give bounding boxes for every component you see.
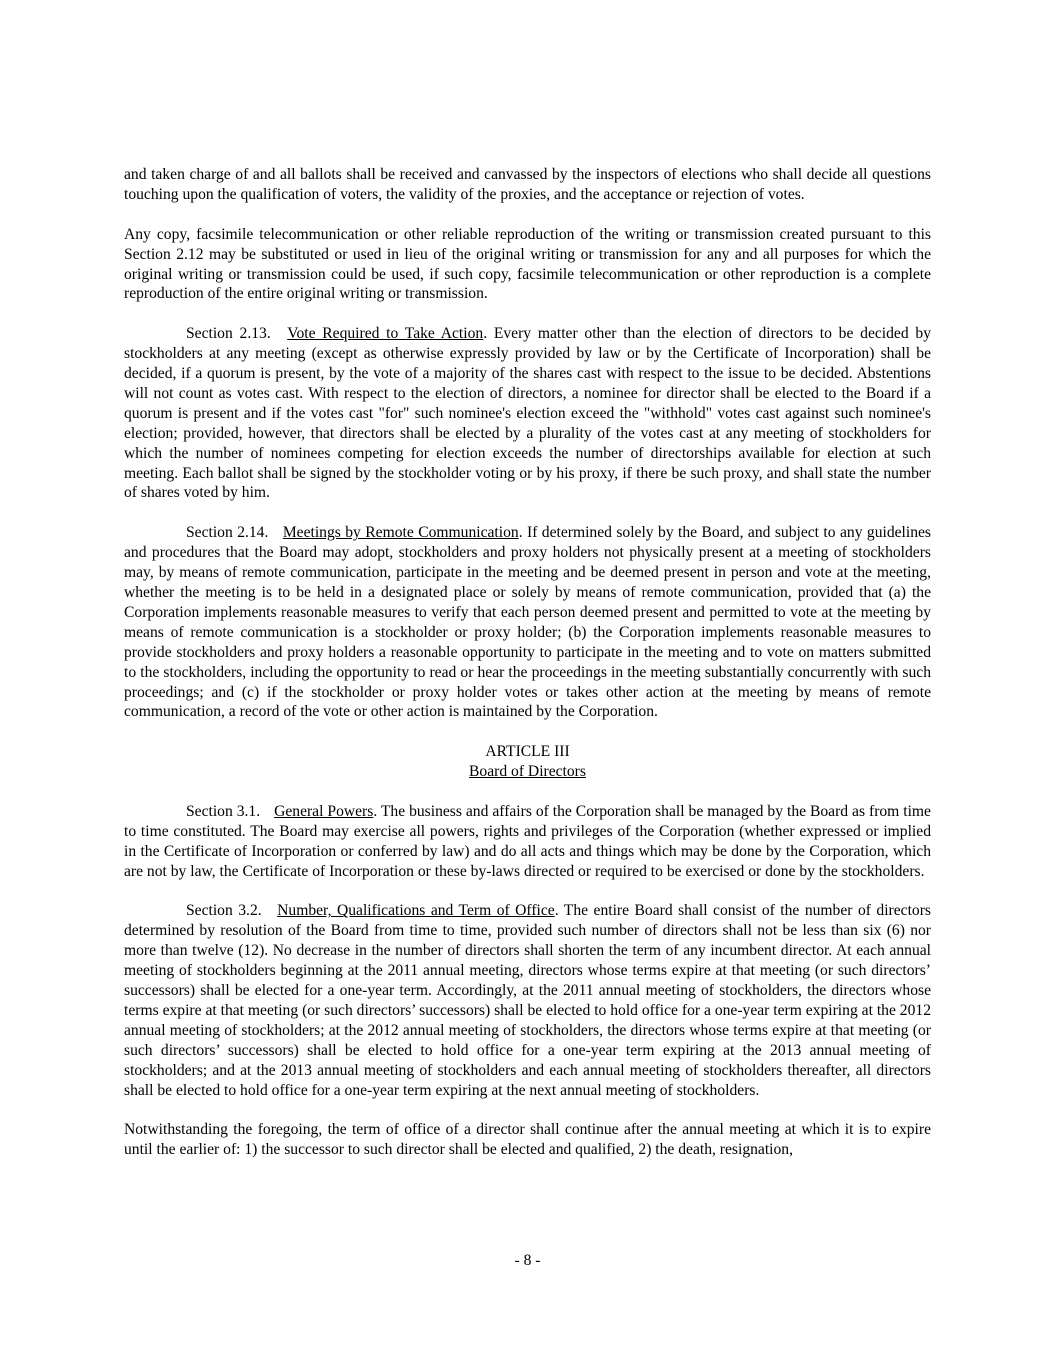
paragraph-notwithstanding: Notwithstanding the foregoing, the term of office of a director shall continue after the annual meeting at which it is to expire until the earlier of: 1) the successor to such director shall be elected and qualified, 2) the death, resignation, <box>124 1121 931 1159</box>
article-number: ARTICLE III <box>485 743 570 761</box>
section-2-13-heading: Vote Required to Take Action <box>287 325 484 343</box>
section-3-2-text: . The entire Board shall consist of the number of directors determined by resolution of the Board from time to time, provided such number of directors shall not be less than six (6) nor more than twelve (12). No decrease in the number of directors shall shorten the term of any incumbent director. At each annual meeting of stockholders beginning at the 2011 annual meeting, directors whose terms expire at that meeting (or such directors’ successors) shall be elected for a one-year term. Accordingly, at the 2011 annual meeting of stockholders, the directors whose terms expire at that meeting (or such directors’ successors) shall be elected to hold office for a one-year term expiring at the 2012 annual meeting of stockholders; at the 2012 annual meeting of stockholders, the directors whose terms expire at that meeting (or such directors’ successors) shall be elected to hold office for a one-year term expiring at the 2013 annual meeting of stockholders; and at the 2013 annual meeting of stockholders and each annual meeting of stockholders thereafter, all directors shall be elected to hold office for a one-year term expiring at the next annual meeting of stockholders. <box>124 902 931 1099</box>
section-2-14-heading: Meetings by Remote Communication <box>282 524 519 542</box>
section-3-1-text: . The business and affairs of the Corporation shall be managed by the Board as from time to time constituted. The Board may exercise all powers, rights and privileges of the Corporation (whether expressed or implied in the Certificate of Incorporation or conferred by law) and do all acts and things which may be done by the Corporation, which are not by law, the Certificate of Incorporation or these by-laws directed or required to be exercised or done by the stockholders. <box>124 802 931 880</box>
article-heading <box>124 742 931 782</box>
section-2-13 <box>124 324 931 503</box>
paragraph-ballots: and taken charge of and all ballots shall be received and canvassed by the inspectors of elections who shall decide all questions touching upon the qualification of voters, the validity of the proxies, and the acceptance or rejection of votes. <box>124 166 931 203</box>
page-number: - 8 - <box>514 1252 541 1269</box>
section-3-1-heading: General Powers <box>274 802 374 820</box>
section-3-2-number: Section 3.2. <box>186 902 262 920</box>
section-2-14-number: Section 2.14. <box>186 524 269 542</box>
paragraph-reproduction: Any copy, facsimile telecommunication or other reliable reproduction of the writing or transmission created pursuant to this Section 2.12 may be substituted or used in lieu of the original writing or transmission for any and all purposes for which the original writing or transmission could be used, if such copy, facsimile telecommunication or other reproduction is a complete reproduction of the entire original writing or transmission. <box>124 225 931 303</box>
section-3-2 <box>124 901 931 1100</box>
section-2-14 <box>124 523 931 722</box>
section-2-14-text: . If determined solely by the Board, and subject to any guidelines and procedures that the Board may adopt, stockholders and proxy holders not physically present at a meeting of stockholders may, by means of remote communication, participate in the meeting and be deemed present in person and vote at the meeting, whether the meeting is to be held in a designated place or solely by means of remote communication, provided that (a) the Corporation implements reasonable measures to verify that each person deemed present and permitted to vote at the meeting by means of remote communication is a stockholder or proxy holder; (b) the Corporation implements reasonable measures to provide stockholders and proxy holders a reasonable opportunity to participate in the meeting and to vote on matters submitted to the stockholders, including the opportunity to read or hear the proceedings in the meeting substantially concurrently with such proceedings; and (c) if the stockholder or proxy holder votes or takes other action at the meeting by means of remote communication, a record of the vote or other action is maintained by the Corporation. <box>124 524 932 721</box>
section-2-13-text: . Every matter other than the election of directors to be decided by stockholders at any meeting (except as otherwise expressly provided by law or by the Certificate of Incorporation) shall be decided, if a quorum is present, by the vote of a majority of the shares cast with respect to the issue to be decided. Abstentions will not count as votes cast. With respect to the election of directors, a nominee for director shall be elected to the Board if a quorum is present and if the votes cast "for" such nominee's election exceed the "withhold" votes cast against such nominee's election; provided, however, that directors shall be elected by a plurality of the votes cast at any meeting of stockholders for which the number of nominees competing for election exceeds the number of directorships available for election at such meeting. Each ballot shall be signed by the stockholder voting or by his proxy, if there be such proxy, and shall state the number of shares voted by him. <box>124 325 931 502</box>
section-2-13-number: Section 2.13. <box>186 325 271 343</box>
document-body <box>124 165 931 1160</box>
section-3-2-heading: Number, Qualifications and Term of Office <box>277 902 555 920</box>
section-3-1-number: Section 3.1. <box>186 802 261 820</box>
section-3-1 <box>124 802 931 882</box>
article-title: Board of Directors <box>469 763 586 781</box>
